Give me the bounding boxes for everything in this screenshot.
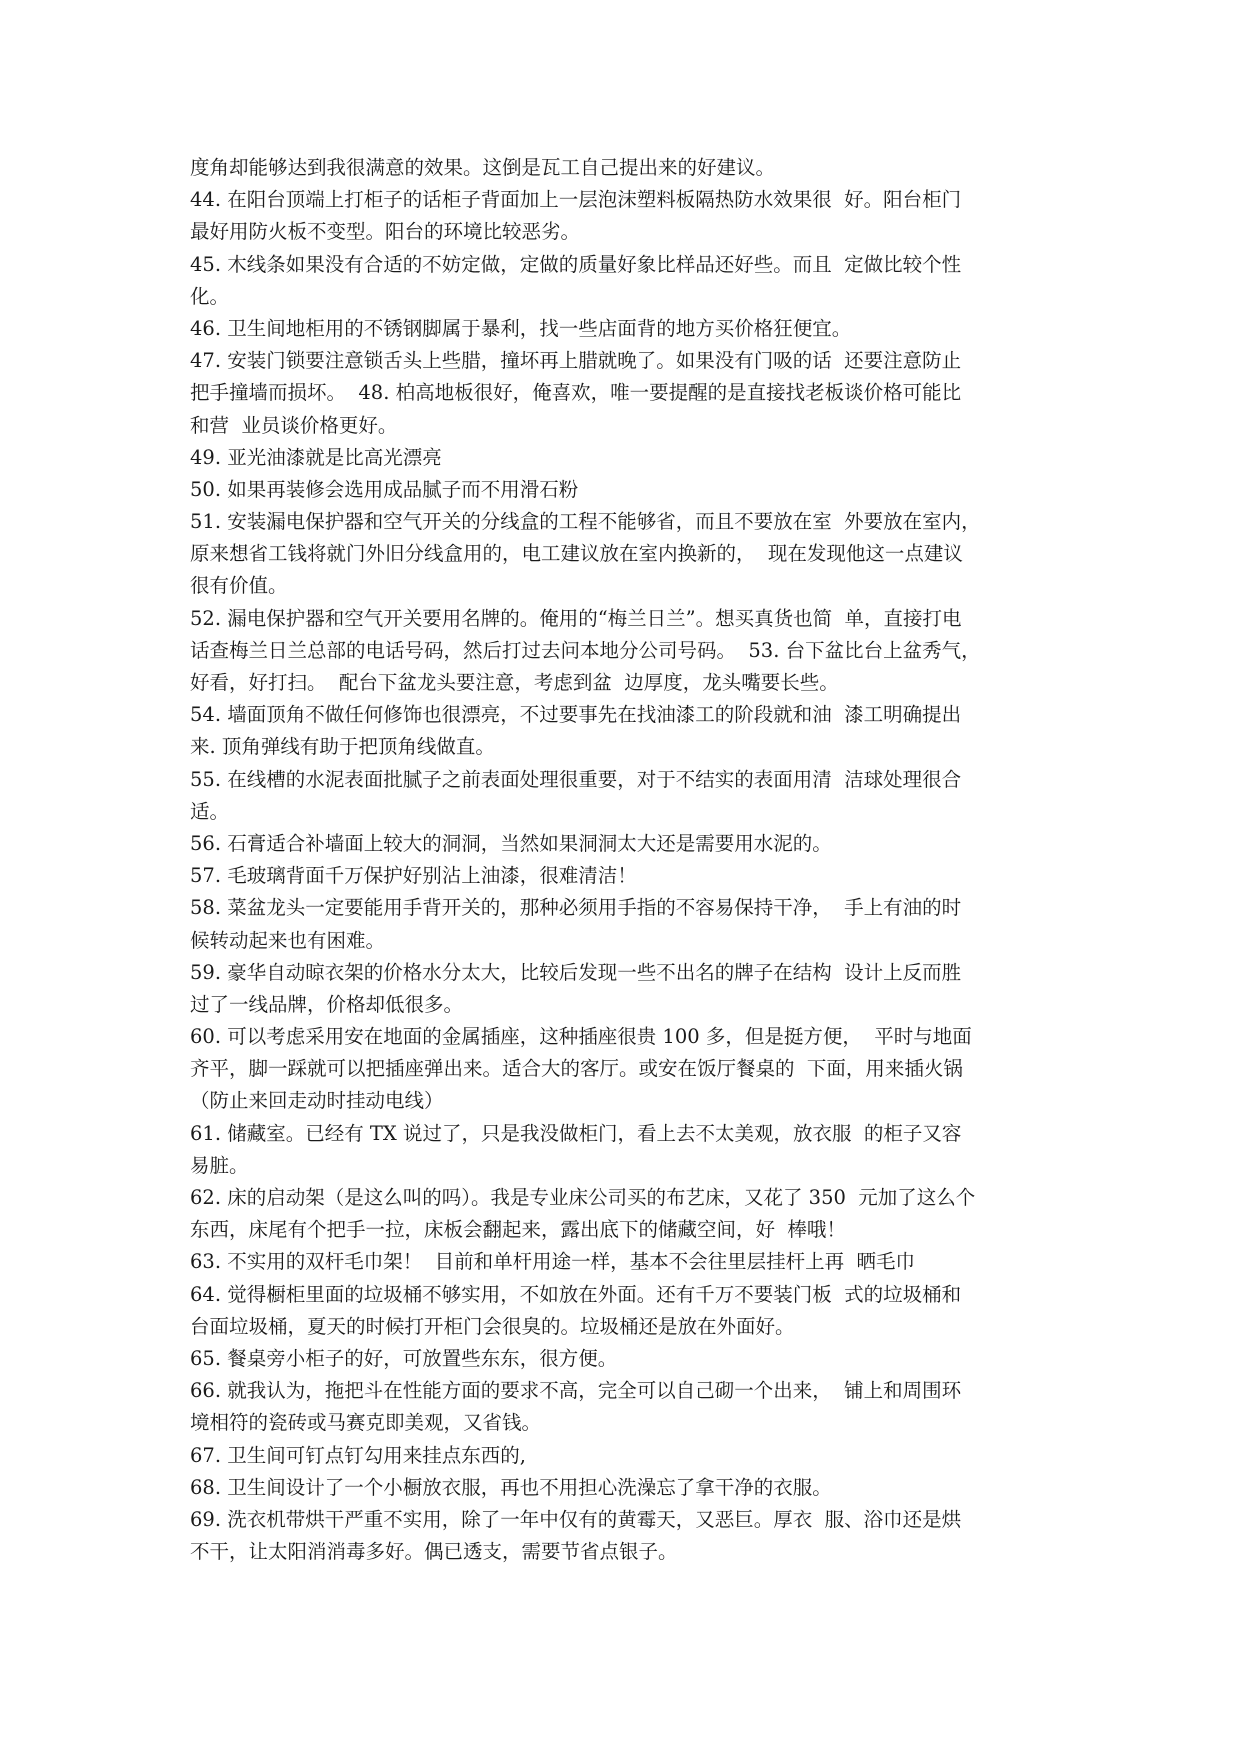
text-line: 很有价值。 [190,574,288,598]
text-line: 来. 顶角弹线有助于把顶角线做直。 [190,735,495,759]
text-line: 话查梅兰日兰总部的电话号码，然后打过去问本地分公司号码。 53. 台下盆比台上盆秀气， [190,638,981,662]
text-line: 和营 业员谈价格更好。 [190,413,398,437]
text-line: 63. 不实用的双杆毛巾架！ 目前和单杆用途一样，基本不会往里层挂杆上再 晒毛巾 [190,1250,916,1274]
text-line: 52. 漏电保护器和空气开关要用名牌的。俺用的“梅兰日兰”。想买真货也简 单，直接打电 [190,606,962,630]
text-line: 原来想省工钱将就门外旧分线盒用的，电工建议放在室内换新的， 现在发现他这一点建议 [190,542,963,566]
text-line: 好看，好打扫。 配台下盆龙头要注意，考虑到盆 边厚度，龙头嘴要长些。 [190,671,839,694]
text-line: 候转动起来也有困难。 [190,928,386,952]
text-line: 60. 可以考虑采用安在地面的金属插座，这种插座很贵 100 多，但是挺方便， 平时与地面 [190,1025,972,1049]
text-line: 把手撞墙而损坏。 48. 柏高地板很好，俺喜欢，唯一要提醒的是直接找老板谈价格可能比 [190,381,962,405]
text-line: 46. 卫生间地柜用的不锈钢脚属于暴利，找一些店面背的地方买价格狂便宜。 [190,316,852,340]
text-line: 49. 亚光油漆就是比高光漂亮 [190,445,442,469]
text-line: 66. 就我认为，拖把斗在性能方面的要求不高，完全可以自己砌一个出来， 铺上和周围环 [190,1379,962,1403]
text-line: 易脏。 [190,1153,249,1177]
text-line: 化。 [190,284,230,308]
text-line: 齐平，脚一踩就可以把插座弹出来。适合大的客厅。或安在饭厅餐桌的 下面，用来插火锅 [190,1057,963,1081]
text-line: 55. 在线槽的水泥表面批腻子之前表面处理很重要，对于不结实的表面用清 洁球处理很合 [190,767,962,791]
text-line: 最好用防火板不变型。阳台的环境比较恶劣。 [190,220,581,244]
text-line: 64. 觉得橱柜里面的垃圾桶不够实用，不如放在外面。还有千万不要装门板 式的垃圾桶和 [190,1282,962,1306]
text-line: 57. 毛玻璃背面千万保护好别沾上油漆，很难清洁！ [190,864,637,888]
text-line: 65. 餐桌旁小柜子的好，可放置些东东，很方便。 [190,1346,618,1370]
text-line: 51. 安装漏电保护器和空气开关的分线盒的工程不能够省，而且不要放在室 外要放在室内， [190,510,981,534]
text-line: 境相符的瓷砖或马赛克即美观，又省钱。 [190,1411,542,1435]
text-line: 68. 卫生间设计了一个小橱放衣服，再也不用担心洗澡忘了拿干净的衣服。 [190,1475,832,1499]
text-line: 50. 如果再装修会选用成品腻子而不用滑石粉 [190,477,579,501]
text-line: 度角却能够达到我很满意的效果。这倒是瓦工自己提出来的好建议。 [190,156,776,179]
text-line: 东西，床尾有个把手一拉，床板会翻起来，露出底下的储藏空间，好 棒哦！ [190,1218,846,1242]
text-line: 59. 豪华自动晾衣架的价格水分太大，比较后发现一些不出名的牌子在结构 设计上反而胜 [190,960,962,984]
text-line: 69. 洗衣机带烘干严重不实用，除了一年中仅有的黄霉天，又恶巨。厚衣 服、浴巾还是烘 [190,1507,962,1531]
text-line: 45. 木线条如果没有合适的不妨定做，定做的质量好象比样品还好些。而且 定做比较个性 [190,252,962,276]
text-line: 54. 墙面顶角不做任何修饰也很漂亮，不过要事先在找油漆工的阶段就和油 漆工明确提出 [190,703,962,727]
text-line: 台面垃圾桶，夏天的时候打开柜门会很臭的。垃圾桶还是放在外面好。 [190,1314,795,1338]
text-line: 67. 卫生间可钉点钉勾用来挂点东西的, [190,1443,526,1467]
text-line: 47. 安装门锁要注意锁舌头上些腊，撞坏再上腊就晚了。如果没有门吸的话 还要注意防止 [190,349,962,373]
text-line: 62. 床的启动架（是这么叫的吗）。我是专业床公司买的布艺床，又花了 350 元加了这么个 [190,1186,976,1209]
text-line: 58. 菜盆龙头一定要能用手背开关的，那种必须用手指的不容易保持干净， 手上有油的时 [190,896,962,920]
text-line: 过了一线品牌，价格却低很多。 [190,992,464,1016]
document-body [190,152,1050,1568]
text-line: 44. 在阳台顶端上打柜子的话柜子背面加上一层泡沫塑料板隔热防水效果很 好。阳台柜门 [190,188,962,212]
text-line: （防止来回走动时挂动电线） [190,1089,444,1113]
text-line: 61. 储藏室。已经有 TX 说过了，只是我没做柜门，看上去不太美观，放衣服 的柜子又容 [190,1121,962,1145]
text-line: 适。 [190,799,230,823]
text-line: 56. 石膏适合补墙面上较大的洞洞，当然如果洞洞太大还是需要用水泥的。 [190,831,832,855]
text-line: 不干，让太阳消消毒多好。偶已透支，需要节省点银子。 [190,1540,678,1564]
